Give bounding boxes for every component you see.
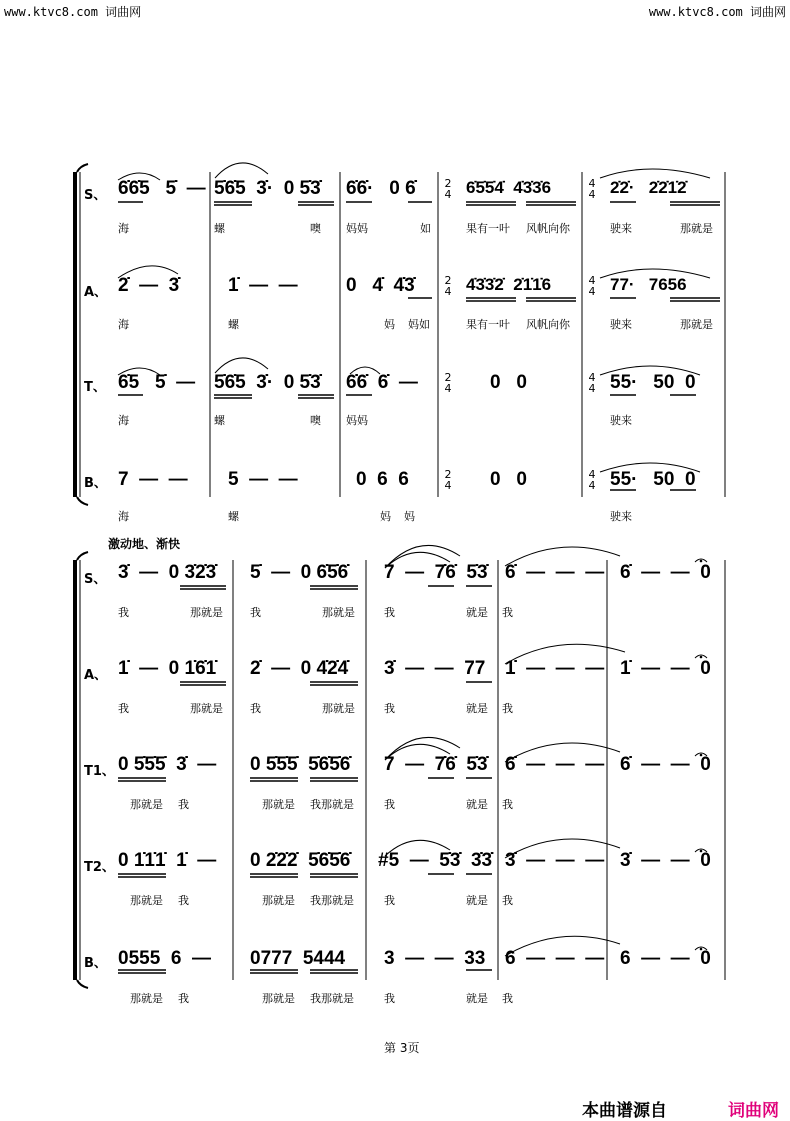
lyric: 我 bbox=[502, 894, 513, 907]
lyric: 螺 bbox=[214, 222, 225, 235]
measure: 0 0 bbox=[490, 372, 527, 393]
time-signature: 4 4 bbox=[588, 177, 596, 201]
lyric: 我 bbox=[384, 606, 395, 619]
measure: 0 6 6 bbox=[356, 469, 409, 490]
lyric: 妈如 bbox=[408, 318, 430, 331]
lyric: 那就是 bbox=[130, 798, 163, 811]
voice-label-alto: A、 bbox=[84, 668, 108, 683]
header-left: www.ktvc8.com 词曲网 bbox=[4, 5, 142, 19]
measure: 6̇5 5̇ — bbox=[118, 372, 196, 393]
lyric: 妈妈 bbox=[346, 414, 368, 427]
voice-label-soprano: S、 bbox=[84, 572, 107, 587]
measure: 6̇6̇· 0 6̇ bbox=[346, 178, 416, 199]
measure: 0 0 bbox=[490, 469, 527, 490]
measure: 3 — — 33 bbox=[384, 948, 486, 969]
measure: 5 — — bbox=[228, 469, 298, 490]
measure: 6̇5̇5̇4̇ 4̇3̇3̇6 bbox=[466, 178, 552, 197]
time-signature: 2 4 bbox=[444, 177, 452, 201]
lyric: 螺 bbox=[214, 414, 225, 427]
measure: 3̇ — — — bbox=[505, 850, 605, 871]
tempo-marking: 激动地、渐快 bbox=[108, 537, 181, 551]
header-right: www.ktvc8.com 词曲网 bbox=[648, 5, 786, 19]
measure: 6̇6̇5 5̇ — bbox=[118, 178, 206, 199]
lyric: 我 bbox=[384, 992, 395, 1005]
measure: 2̇2̇· 2̇2̇1̇2̇ bbox=[610, 178, 687, 197]
measure: 6̇ — — 0 bbox=[620, 754, 711, 775]
lyric: 我那就是 bbox=[310, 798, 354, 811]
measure: 6 — — 0 bbox=[620, 948, 711, 969]
lyric: 噢 bbox=[310, 414, 321, 427]
measure: 0555 6 — bbox=[118, 948, 211, 969]
site-logo[interactable]: 词曲网 bbox=[728, 1101, 779, 1121]
voice-label-alto: A、 bbox=[84, 285, 108, 300]
lyric: 我 bbox=[502, 992, 513, 1005]
lyric: 那就是 bbox=[190, 702, 223, 715]
lyric: 那就是 bbox=[322, 606, 355, 619]
lyric: 果有一叶 bbox=[466, 318, 510, 331]
measure: 1̇ — 0 1̇6̇1̇ bbox=[118, 658, 217, 679]
measure: 5̇ — 0 6̇5̇6̇ bbox=[250, 562, 349, 583]
measure: 1̇ — — bbox=[228, 275, 298, 296]
measure: 6 — — — bbox=[505, 948, 605, 969]
lyric: 我那就是 bbox=[310, 894, 354, 907]
measure: 2̇ — 0 4̇2̇4̇ bbox=[250, 658, 349, 679]
lyric: 我 bbox=[502, 798, 513, 811]
lyric: 就是 bbox=[466, 606, 488, 619]
lyric: 我 bbox=[178, 992, 189, 1005]
lyric: 果有一叶 bbox=[466, 222, 510, 235]
lyric: 海 bbox=[118, 414, 129, 427]
lyric: 我 bbox=[384, 894, 395, 907]
voice-label-tenor: T、 bbox=[84, 380, 106, 395]
measure: 0 5̇5̇5̇ 3̇ — bbox=[118, 754, 217, 775]
lyric: 我 bbox=[178, 798, 189, 811]
measure: 0 5̇5̇5̇ 5̇6̇5̇6̇ bbox=[250, 754, 351, 775]
lyric: 噢 bbox=[310, 222, 321, 235]
lyric: 那就是 bbox=[680, 318, 713, 331]
voice-label-soprano: S、 bbox=[84, 188, 107, 203]
lyric: 螺 bbox=[228, 510, 239, 523]
measure: 2̇ — 3̇ bbox=[118, 275, 180, 296]
lyric: 我 bbox=[178, 894, 189, 907]
voice-label-tenor1: T1、 bbox=[84, 764, 115, 779]
lyric: 妈妈 bbox=[346, 222, 368, 235]
lyric: 我 bbox=[118, 606, 129, 619]
measure: 7 — — bbox=[118, 469, 188, 490]
measure: 3̇ — — 0 bbox=[620, 850, 711, 871]
time-signature: 4 4 bbox=[588, 468, 596, 492]
footer-source-text: 本曲谱源自 bbox=[582, 1101, 667, 1121]
lyric: 那就是 bbox=[262, 798, 295, 811]
time-signature: 2 4 bbox=[444, 274, 452, 298]
lyric: 就是 bbox=[466, 894, 488, 907]
lyric: 我 bbox=[502, 606, 513, 619]
measure: 0 1̇1̇1̇ 1̇ — bbox=[118, 850, 217, 871]
lyric: 我 bbox=[384, 702, 395, 715]
lyric: 我 bbox=[250, 606, 261, 619]
lyric: 驶来 bbox=[610, 318, 632, 331]
lyric: 那就是 bbox=[130, 992, 163, 1005]
measure: 6̇ — — 0 bbox=[620, 562, 711, 583]
lyric: 那就是 bbox=[680, 222, 713, 235]
measure: #5 — 5̇3̇ 3̇3̇ bbox=[378, 850, 493, 871]
measure: 0777 5444 bbox=[250, 948, 346, 969]
time-signature: 2 4 bbox=[444, 468, 452, 492]
lyric: 海 bbox=[118, 510, 129, 523]
voice-label-tenor2: T2、 bbox=[84, 860, 115, 875]
measure: 7 — 7̇6̇ 5̇3̇ bbox=[384, 754, 488, 775]
lyric: 我 bbox=[250, 702, 261, 715]
lyric: 妈 bbox=[404, 510, 415, 523]
lyric: 我 bbox=[118, 702, 129, 715]
measure: 55· 50 0 bbox=[610, 372, 696, 393]
page-number: 第 3页 bbox=[384, 1041, 420, 1055]
lyric: 我 bbox=[384, 798, 395, 811]
lyric: 就是 bbox=[466, 798, 488, 811]
lyric: 风帆向你 bbox=[526, 222, 570, 235]
lyric: 我那就是 bbox=[310, 992, 354, 1005]
lyric: 驶来 bbox=[610, 414, 632, 427]
lyric: 那就是 bbox=[130, 894, 163, 907]
lyric: 海 bbox=[118, 222, 129, 235]
lyric: 妈 bbox=[380, 510, 391, 523]
lyric: 如 bbox=[420, 222, 431, 235]
lyric: 那就是 bbox=[190, 606, 223, 619]
time-signature: 4 4 bbox=[588, 371, 596, 395]
lyric: 海 bbox=[118, 318, 129, 331]
measure: 6̇6̇ 6̇ — bbox=[346, 372, 418, 393]
measure: 1̇ — — — bbox=[505, 658, 605, 679]
measure: 0 4̇ 4̇3̇ bbox=[346, 275, 415, 296]
measure: 4̇3̇3̇2̇ 2̇1̇1̇6 bbox=[466, 275, 552, 294]
lyric: 螺 bbox=[228, 318, 239, 331]
measure: 55· 50 0 bbox=[610, 469, 696, 490]
measure: 3̇ — 0 3̇2̇3̇ bbox=[118, 562, 217, 583]
measure: 1̇ — — 0 bbox=[620, 658, 711, 679]
lyric: 风帆向你 bbox=[526, 318, 570, 331]
measure: 5̇6̇5 3̇· 0 5̇3̇ bbox=[214, 178, 321, 199]
lyric: 驶来 bbox=[610, 222, 632, 235]
measure: 7 — 7̇6̇ 5̇3̇ bbox=[384, 562, 488, 583]
lyric: 那就是 bbox=[262, 894, 295, 907]
measure: 5̇6̇5 3̇· 0 5̇3̇ bbox=[214, 372, 321, 393]
lyric: 那就是 bbox=[322, 702, 355, 715]
measure: 6̇ — — — bbox=[505, 754, 605, 775]
voice-label-bass: B、 bbox=[84, 956, 107, 971]
lyric: 我 bbox=[502, 702, 513, 715]
time-signature: 4 4 bbox=[588, 274, 596, 298]
voice-label-bass: B、 bbox=[84, 476, 107, 491]
measure: 0 2̇2̇2̇ 5̇6̇5̇6̇ bbox=[250, 850, 351, 871]
measure: 77· 7656 bbox=[610, 275, 687, 294]
lyric: 就是 bbox=[466, 992, 488, 1005]
measure: 6̇ — — — bbox=[505, 562, 605, 583]
lyric: 那就是 bbox=[262, 992, 295, 1005]
lyric: 妈 bbox=[384, 318, 395, 331]
lyric: 就是 bbox=[466, 702, 488, 715]
lyric: 驶来 bbox=[610, 510, 632, 523]
time-signature: 2 4 bbox=[444, 371, 452, 395]
measure: 3̇ — — 77 bbox=[384, 658, 486, 679]
